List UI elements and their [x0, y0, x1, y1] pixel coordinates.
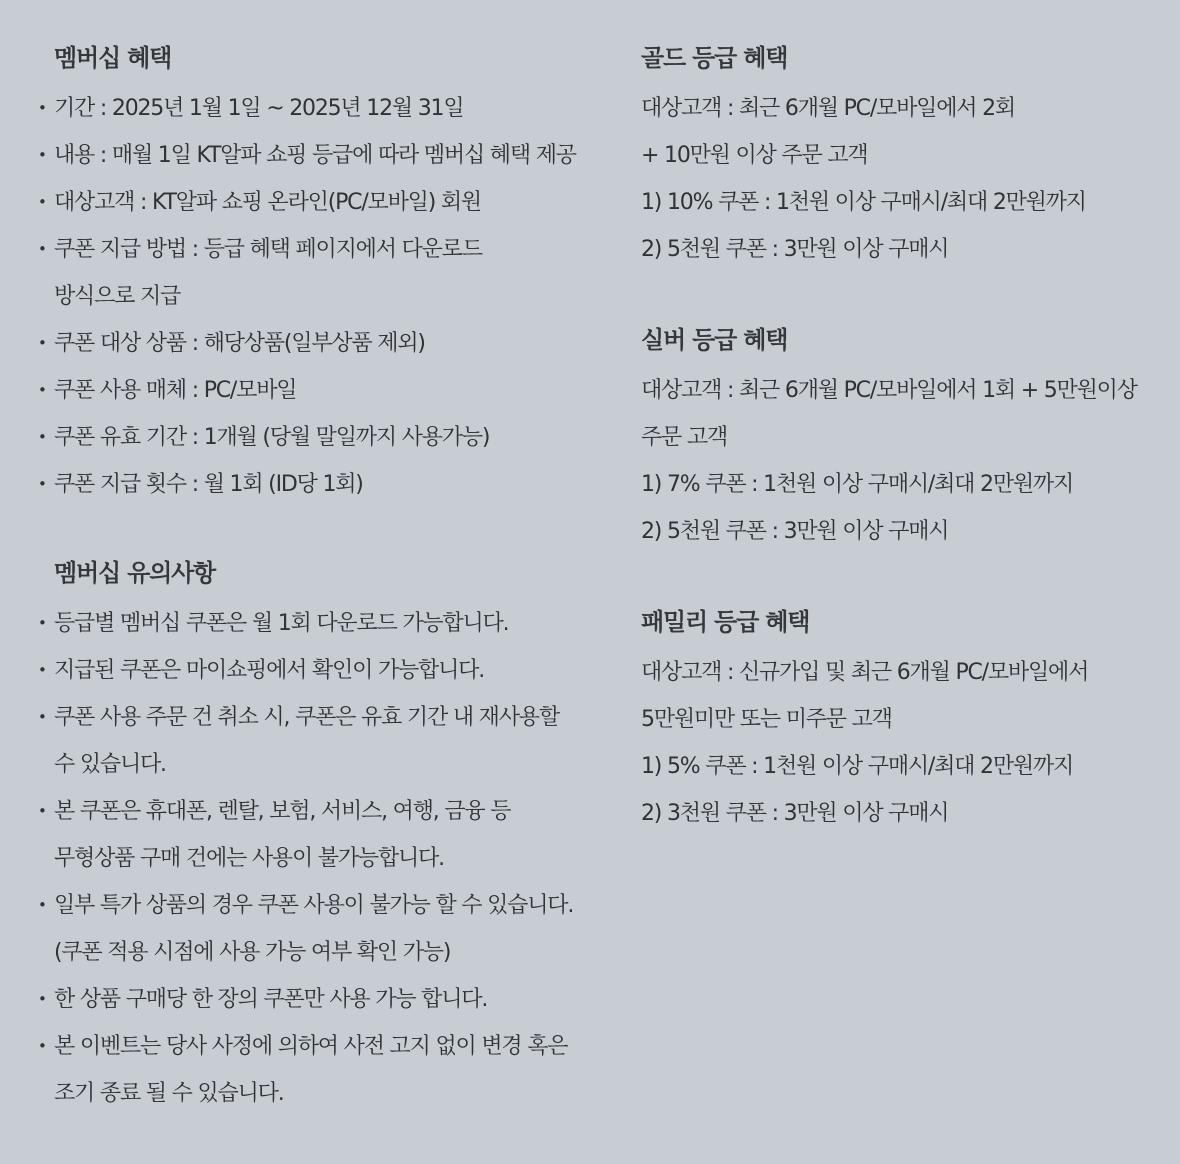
list-item	[36, 694, 611, 788]
silver-target-line: 대상고객 : 최근 6개월 PC/모바일에서 1회 + 5만원이상	[641, 378, 1137, 403]
list-item: • 등급별 멤버십 쿠폰은 월 1회 다운로드 가능합니다.	[36, 600, 611, 647]
gold-target-line: 대상고객 : 최근 6개월 PC/모바일에서 2회	[641, 96, 1015, 121]
gold-target-line-cont: + 10만원 이상 주문 고객	[641, 143, 868, 168]
list-item-line: • 본 이벤트는 당사 사정에 의하여 사전 고지 없이 변경 혹은	[54, 1034, 568, 1059]
notes-heading: 멤버십 유의사항	[54, 559, 216, 587]
list-item: • 한 상품 구매당 한 장의 쿠폰만 사용 가능 합니다.	[36, 976, 611, 1023]
silver-coupon-2: 2) 5천원 쿠폰 : 3만원 이상 구매시	[641, 519, 949, 544]
list-item-line: 조기 종료 될 수 있습니다.	[54, 1081, 284, 1106]
list-item: • 대상고객 : KT알파 쇼핑 온라인(PC/모바일) 회원	[36, 179, 611, 226]
family-target-line: 대상고객 : 신규가입 및 최근 6개월 PC/모바일에서	[641, 660, 1089, 685]
list-item	[36, 226, 611, 320]
gold-coupon-1: 1) 10% 쿠폰 : 1천원 이상 구매시/최대 2만원까지	[641, 190, 1086, 215]
notes-list	[36, 600, 611, 1117]
family-coupon-1: 1) 5% 쿠폰 : 1천원 이상 구매시/최대 2만원까지	[641, 754, 1074, 779]
silver-tier-section	[641, 320, 1171, 555]
right-column	[641, 38, 1171, 837]
family-target-line-cont: 5만원미만 또는 미주문 고객	[641, 707, 892, 732]
list-item-line: • 일부 특가 상품의 경우 쿠폰 사용이 불가능 할 수 있습니다.	[54, 893, 574, 918]
gold-tier-section	[641, 38, 1171, 273]
list-item: • 쿠폰 대상 상품 : 해당상품(일부상품 제외)	[36, 320, 611, 367]
section-spacer	[36, 508, 611, 553]
list-item-line: (쿠폰 적용 시점에 사용 가능 여부 확인 가능)	[54, 940, 451, 965]
list-item-line: • 본 쿠폰은 휴대폰, 렌탈, 보험, 서비스, 여행, 금융 등	[54, 799, 511, 824]
list-item	[36, 788, 611, 882]
benefits-list	[36, 85, 611, 508]
section-spacer	[641, 555, 1171, 602]
list-item-line: 방식으로 지급	[54, 284, 181, 309]
list-item: • 내용 : 매월 1일 KT알파 쇼핑 등급에 따라 멤버십 혜택 제공	[36, 132, 611, 179]
list-item: • 기간 : 2025년 1월 1일 ~ 2025년 12월 31일	[36, 85, 611, 132]
list-item	[36, 882, 611, 976]
list-item: • 쿠폰 유효 기간 : 1개월 (당월 말일까지 사용가능)	[36, 414, 611, 461]
family-coupon-2: 2) 3천원 쿠폰 : 3만원 이상 구매시	[641, 801, 949, 826]
benefits-heading: 멤버십 혜택	[54, 44, 172, 72]
list-item: • 쿠폰 사용 매체 : PC/모바일	[36, 367, 611, 414]
benefits-section	[36, 38, 611, 508]
list-item-line: 무형상품 구매 건에는 사용이 불가능합니다.	[54, 846, 444, 871]
silver-coupon-1: 1) 7% 쿠폰 : 1천원 이상 구매시/최대 2만원까지	[641, 472, 1074, 497]
gold-tier-heading: 골드 등급 혜택	[641, 44, 788, 72]
silver-target-line-cont: 주문 고객	[641, 425, 728, 450]
list-item-line: • 쿠폰 지급 방법 : 등급 혜택 페이지에서 다운로드	[54, 237, 482, 262]
left-column	[36, 38, 611, 1117]
list-item-line: • 쿠폰 사용 주문 건 취소 시, 쿠폰은 유효 기간 내 재사용할	[54, 705, 559, 730]
gold-coupon-2: 2) 5천원 쿠폰 : 3만원 이상 구매시	[641, 237, 949, 262]
family-tier-heading: 패밀리 등급 혜택	[641, 608, 810, 636]
silver-tier-heading: 실버 등급 혜택	[641, 326, 788, 354]
list-item: • 쿠폰 지급 횟수 : 월 1회 (ID당 1회)	[36, 461, 611, 508]
list-item: • 지급된 쿠폰은 마이쇼핑에서 확인이 가능합니다.	[36, 647, 611, 694]
list-item	[36, 1023, 611, 1117]
list-item-line: 수 있습니다.	[54, 752, 166, 777]
notes-section	[36, 553, 611, 1117]
section-spacer	[641, 273, 1171, 320]
family-tier-section	[641, 602, 1171, 837]
